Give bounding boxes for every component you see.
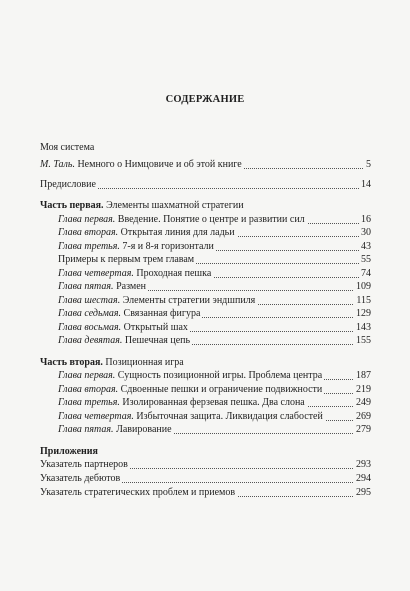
chapter-label: Глава первая.: [58, 370, 116, 381]
page-number: 143: [356, 322, 371, 333]
toc-entry: [58, 369, 371, 382]
entry-text: Сдвоенные пешки и ограничение подвижности: [118, 384, 323, 395]
page-number: 30: [361, 227, 371, 238]
toc-entry-title: [58, 213, 307, 226]
entry-text: 7-я и 8-я горизонтали: [119, 241, 214, 252]
page-number: 155: [356, 335, 371, 346]
chapter-label: Глава девятая.: [58, 335, 123, 346]
entry-text: Введение. Понятие о центре и развитии сил: [115, 214, 305, 225]
entry-text: Пешечная цепь: [122, 335, 191, 346]
entry-text: Открытый шах: [121, 322, 188, 333]
entry-text: Лавирование: [113, 424, 172, 435]
page-number: 16: [361, 214, 371, 225]
toc-entry: [58, 307, 371, 320]
chapter-label: Глава первая.: [58, 214, 116, 225]
part-label: Приложения: [40, 446, 98, 457]
entry-text: Размен: [113, 281, 146, 292]
toc-entry: [40, 486, 371, 499]
page-number: 293: [356, 459, 371, 470]
entry-text: Моя система: [40, 142, 95, 153]
toc-entry: [58, 423, 371, 436]
toc-entry-title: [40, 158, 244, 171]
page-number: 115: [356, 295, 371, 306]
toc-entry: [58, 334, 371, 347]
entry-text: Предисловие: [40, 179, 96, 190]
part-label: Часть вторая.: [40, 357, 103, 368]
entry-text: Открытая линия для ладьи: [118, 227, 235, 238]
toc-entry-title: [58, 369, 324, 382]
toc-entry: [40, 141, 371, 154]
page-number: 219: [356, 384, 371, 395]
toc-entry-title: [58, 383, 324, 396]
part-label: Часть первая.: [40, 200, 104, 211]
page-number: 109: [356, 281, 371, 292]
toc-entry-title: [58, 321, 190, 334]
page-number: 74: [361, 268, 371, 279]
chapter-label: Глава третья.: [58, 241, 120, 252]
toc-entry-title: [58, 410, 325, 423]
chapter-label: М. Таль.: [40, 159, 75, 170]
page-number: 249: [356, 397, 371, 408]
toc-entry: [58, 267, 371, 280]
toc-entry: [40, 158, 371, 171]
page-number: 294: [356, 473, 371, 484]
toc-entry-title: [58, 396, 307, 409]
toc-entry-title: [40, 356, 186, 369]
toc-entry-title: [40, 141, 96, 154]
entry-text: Указатель стратегических проблем и приемов: [40, 487, 236, 498]
toc-entry: [40, 356, 371, 369]
entry-text: Немного о Нимцовиче и об этой книге: [74, 159, 242, 170]
page-number: 269: [356, 411, 371, 422]
toc-entry: [40, 199, 371, 212]
toc-entry: [58, 213, 371, 226]
page-number: 129: [356, 308, 371, 319]
toc-entry: [58, 280, 371, 293]
toc-entry-title: [58, 307, 202, 320]
toc-entry-title: [40, 199, 246, 212]
page-number: 295: [356, 487, 371, 498]
chapter-label: Глава четвертая.: [58, 411, 134, 422]
entry-text: Связанная фигура: [121, 308, 201, 319]
entry-text: Изолированная ферзевая пешка. Два слона: [119, 397, 305, 408]
toc-entry-title: [58, 423, 174, 436]
toc-entry-title: [58, 253, 196, 266]
toc-entry-title: [58, 240, 216, 253]
page-number: 279: [356, 424, 371, 435]
toc-entry: [58, 383, 371, 396]
chapter-label: Глава вторая.: [58, 227, 119, 238]
chapter-label: Глава восьмая.: [58, 322, 122, 333]
entry-text: Указатель дебютов: [40, 473, 121, 484]
entry-text: Элементы шахматной стратегии: [103, 200, 244, 211]
chapter-label: Глава шестая.: [58, 295, 121, 306]
entry-text: Сущность позиционной игры. Проблема центра: [115, 370, 323, 381]
page-number: 5: [366, 159, 371, 170]
toc-entry-title: [58, 226, 237, 239]
entry-text: Избыточная защита. Ликвидация слабостей: [133, 411, 323, 422]
toc-entry-title: [40, 178, 98, 191]
toc-entry: [58, 253, 371, 266]
page-number: 187: [356, 370, 371, 381]
toc-entry-title: [40, 486, 237, 499]
toc-entry-title: [58, 334, 192, 347]
toc-entry: [58, 410, 371, 423]
toc-entry: [40, 178, 371, 191]
toc-entry-title: [58, 294, 257, 307]
toc-entry-title: [40, 472, 122, 485]
toc-entry: [58, 240, 371, 253]
toc-entry: [58, 294, 371, 307]
chapter-label: Глава пятая.: [58, 424, 114, 435]
page-number: 55: [361, 254, 371, 265]
page-number: 43: [361, 241, 371, 252]
toc-entry: [40, 458, 371, 471]
toc-entry: [58, 321, 371, 334]
chapter-label: Глава третья.: [58, 397, 120, 408]
toc-entry: [40, 445, 371, 458]
toc-entry-title: [58, 267, 213, 280]
toc-entry-title: [40, 445, 100, 458]
toc-entry: [40, 472, 371, 485]
page-number: 14: [361, 179, 371, 190]
page-title: СОДЕРЖАНИЕ: [165, 94, 245, 105]
toc-entry: [58, 226, 371, 239]
toc-entry: [58, 396, 371, 409]
toc-entry-title: [40, 458, 130, 471]
entry-text: Проходная пешка: [133, 268, 212, 279]
chapter-label: Глава пятая.: [58, 281, 114, 292]
entry-text: Указатель партнеров: [40, 459, 128, 470]
chapter-label: Глава вторая.: [58, 384, 119, 395]
chapter-label: Глава седьмая.: [58, 308, 122, 319]
chapter-label: Глава четвертая.: [58, 268, 134, 279]
entry-text: Примеры к первым трем главам: [58, 254, 195, 265]
entry-text: Элементы стратегии эндшпиля: [120, 295, 256, 306]
toc-entry-title: [58, 280, 148, 293]
entry-text: Позиционная игра: [102, 357, 184, 368]
